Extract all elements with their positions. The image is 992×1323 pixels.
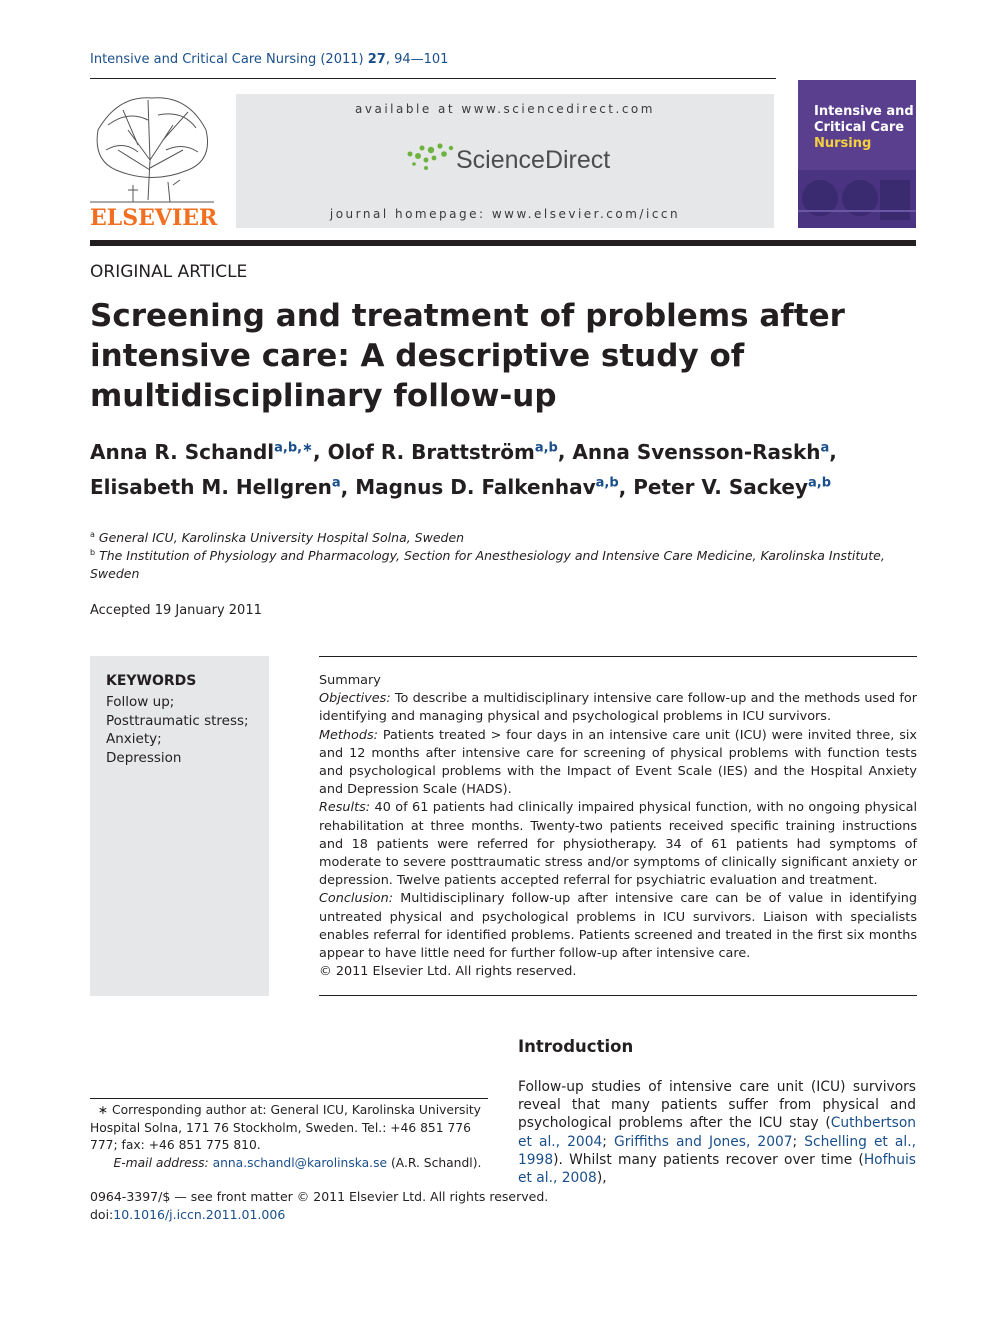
abstract-methods: Methods: Patients treated > four days in an intensive care unit (ICU) were invited three, six and 12 months after intensive care for screening of physical problems with function tests and psychological problems with the Impact of Event Scale (IES) and the Hospital Anxiety and Depression Scale (HADS). <box>319 727 917 798</box>
abstract-top-rule <box>319 656 917 657</box>
abstract-conclusion: Conclusion: Multidisciplinary follow-up after intensive care can be of value in identifying untreated physical and psychological problems in ICU survivors. Liaison with specialists enables referral for identified problems. Patients screened and treated in the first six months appear to have little need for further follow-up after intensive care. <box>319 891 917 962</box>
front-matter: 0964-3397/$ — see front matter © 2011 Elsevier Ltd. All rights reserved. doi:10.1016/j.iccn.2011.01.006 <box>90 1189 549 1222</box>
author[interactable]: Elisabeth M. Hellgren$^a$ <box>90 475 341 500</box>
author[interactable]: Anna R. Schandl$^{a,b,∗}$ <box>90 439 314 464</box>
citation-link[interactable]: Griffiths and Jones, 2007 <box>614 1133 793 1150</box>
introduction-heading: Introduction <box>518 1037 634 1056</box>
author[interactable]: Olof R. Brattström$^{a,b}$ <box>327 439 558 464</box>
affiliation: $^a$ General ICU, Karolinska University Hospital Solna, Sweden <box>90 530 465 546</box>
citation-link[interactable]: Cuthbertson et al., 2004 <box>518 1115 916 1150</box>
abstract-heading: Summary <box>319 673 381 688</box>
abstract <box>319 672 917 981</box>
sciencedirect-logo-text: ScienceDirect <box>456 146 611 174</box>
journal-cover <box>798 80 916 228</box>
keyword: Anxiety; <box>106 731 162 747</box>
sciencedirect-banner <box>236 94 774 228</box>
corresponding-author-footnote: ∗ Corresponding author at: General ICU, Karolinska University Hospital Solna, 171 76 Stockholm, Sweden. Tel.: +46 851 776 777; fax: +46 851 775 810. E-mail address: anna.schandl@karolinska.se (A.R. Schandl). <box>90 1103 482 1170</box>
keyword: Follow up; <box>106 694 175 710</box>
author[interactable]: Anna Svensson-Raskh$^a$ <box>572 439 830 464</box>
available-at-text[interactable]: available at www.sciencedirect.com <box>355 102 655 116</box>
keywords-list <box>106 693 249 767</box>
author[interactable]: Peter V. Sackey$^{a,b}$ <box>633 475 832 500</box>
footnote-rule <box>90 1098 488 1099</box>
affiliation: $^b$ The Institution of Physiology and Pharmacology, Section for Anesthesiology and Intensive Care Medicine, Karolinska Institute, Sweden <box>90 548 885 582</box>
email-link[interactable]: anna.schandl@karolinska.se <box>212 1155 388 1170</box>
citation-link[interactable]: Hofhuis et al., 2008 <box>518 1151 916 1187</box>
elsevier-wordmark: ELSEVIER <box>90 205 218 231</box>
keywords-box <box>90 656 269 996</box>
journal-homepage-text[interactable]: journal homepage: www.elsevier.com/iccn <box>329 207 681 221</box>
abstract-results: Results: 40 of 61 patients had clinically impaired physical function, with no ongoing physical rehabilitation at three months. Twenty-two patients received specific training instructions and 18 patients were referred for physiotherapy. 34 of 61 patients had symptoms of moderate to severe posttraumatic stress and/or symptoms of clinically significant anxiety or depression. Twelve patients accepted referral for psychiatric evaluation and treatment. <box>319 800 917 889</box>
doi-link[interactable]: 10.1016/j.iccn.2011.01.006 <box>113 1206 286 1222</box>
author-list: Anna R. Schandl$^{a,b,∗}$, Olof R. Brattström$^{a,b}$, Anna Svensson-Raskh$^a$, Elisabeth M. Hellgren$^a$, Magnus D. Falkenhav$^{a,b}$, Peter V. Sackey$^{a,b}$ <box>90 439 837 500</box>
journal-reference[interactable]: Intensive and Critical Care Nursing (2011) 27, 94—101 <box>90 52 449 67</box>
article-type: ORIGINAL ARTICLE <box>90 262 248 282</box>
article-title: Screening and treatment of problems after intensive care: A descriptive study of multidisciplinary follow-up <box>90 298 845 414</box>
introduction-text: Follow-up studies of intensive care unit (ICU) survivors reveal that many patients suffer from physical and psychological problems after the ICU stay (Cuthbertson et al., 2004; Griffiths and Jones, 2007; Schelling et al., 1998). Whilst many patients recover over time (Hofhuis et al., 2008), <box>518 1079 916 1187</box>
abstract-bottom-rule <box>319 995 917 996</box>
citation-link[interactable]: Schelling et al., 1998 <box>518 1133 916 1168</box>
header-thick-rule <box>90 240 916 246</box>
keyword: Depression <box>106 749 182 766</box>
keyword: Posttraumatic stress; <box>106 712 249 729</box>
cover-graphic <box>798 80 916 228</box>
accepted-date: Accepted 19 January 2011 <box>90 603 262 618</box>
author[interactable]: Magnus D. Falkenhav$^{a,b}$ <box>355 475 619 500</box>
cover-title: Intensive and Critical Care Nursing <box>814 104 914 151</box>
abstract-copyright: © 2011 Elsevier Ltd. All rights reserved. <box>319 964 577 980</box>
keywords-title: KEYWORDS <box>106 673 197 689</box>
abstract-objectives: Objectives: To describe a multidisciplinary intensive care follow-up and the methods used for identifying and managing physical and psychological problems in ICU survivors. <box>319 691 917 725</box>
sciencedirect-logo[interactable] <box>404 138 614 178</box>
header-rule <box>90 78 776 79</box>
